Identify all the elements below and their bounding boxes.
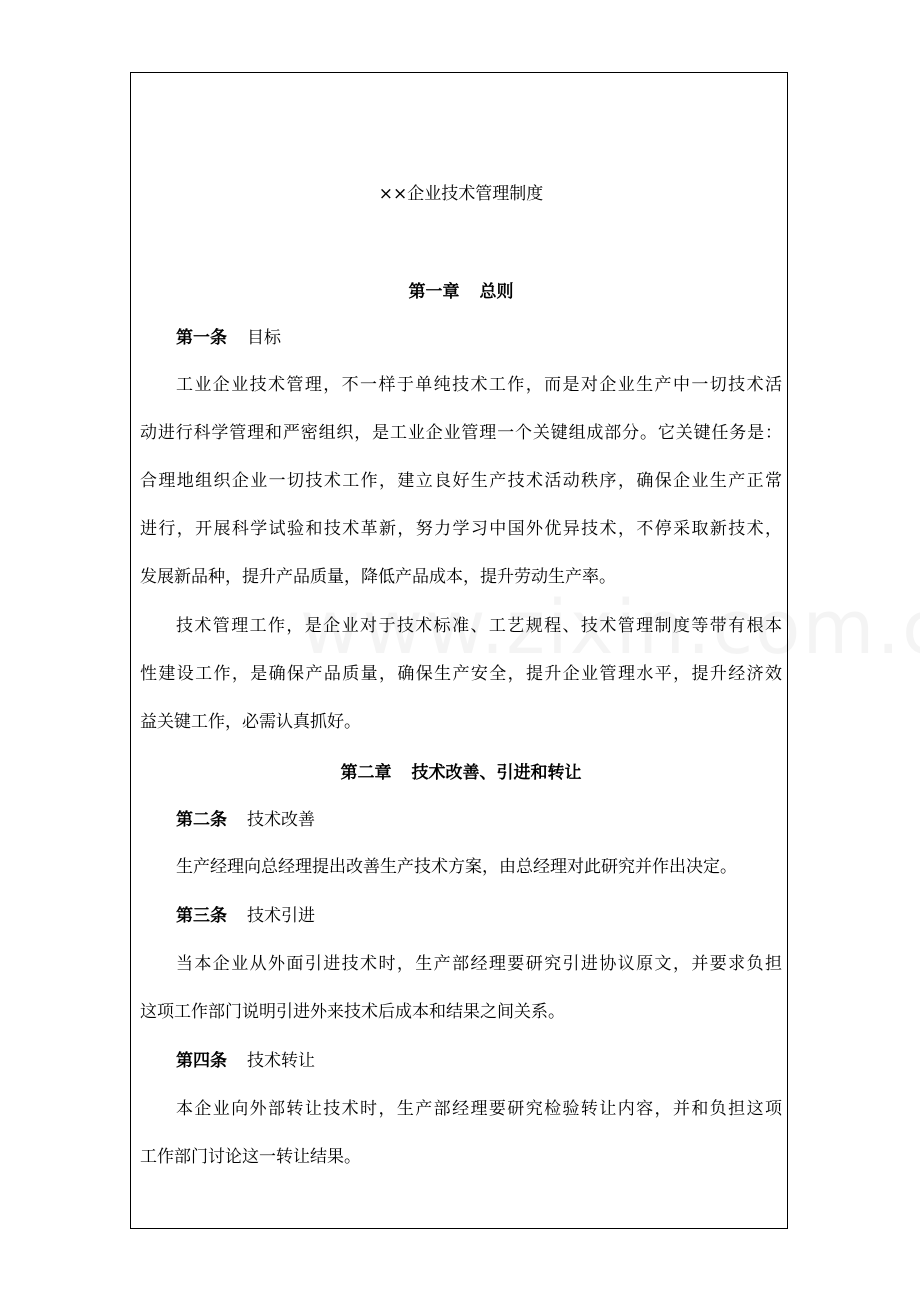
document-title: ××企业技术管理制度 xyxy=(378,184,544,204)
article-4-heading xyxy=(176,1049,782,1073)
article-4-line-1: 本企业向外部转让技术时，生产部经理要研究检验转让内容，并和负担这项 xyxy=(176,1099,782,1119)
article-1-title: 目标 xyxy=(247,328,281,348)
article-1-p2-line-1: 技术管理工作，是企业对于技术标准、工艺规程、技术管理制度等带有根本 xyxy=(176,616,782,636)
article-2-heading xyxy=(176,808,782,832)
article-1-heading xyxy=(176,326,782,350)
article-1-p2-line-2: 性建设工作，是确保产品质量，确保生产安全，提升企业管理水平，提升经济效 xyxy=(140,664,782,684)
chapter-1-heading xyxy=(140,280,782,304)
article-3-heading xyxy=(176,904,782,928)
article-3-number: 第三条 xyxy=(176,906,227,926)
article-4-title: 技术转让 xyxy=(247,1051,315,1071)
chapter-1-title: 总则 xyxy=(479,282,514,302)
article-1-number: 第一条 xyxy=(176,328,227,348)
article-3-line-2: 这项工作部门说明引进外来技术后成本和结果之间关系。 xyxy=(140,1002,565,1022)
article-3-title: 技术引进 xyxy=(247,906,315,926)
article-2-title: 技术改善 xyxy=(247,810,315,830)
article-1-p1-line-3: 合理地组织企业一切技术工作，建立良好生产技术活动秩序，确保企业生产正常 xyxy=(140,471,782,491)
chapter-2-title: 技术改善、引进和转让 xyxy=(411,763,582,783)
article-2-line-1: 生产经理向总经理提出改善生产技术方案，由总经理对此研究并作出决定。 xyxy=(176,857,737,877)
article-1-p1-line-5: 发展新品种，提升产品质量，降低产品成本，提升劳动生产率。 xyxy=(140,567,616,587)
chapter-2-heading xyxy=(140,761,782,785)
chapter-2-number: 第二章 xyxy=(340,763,392,783)
article-3-line-1: 当本企业从外面引进技术时，生产部经理要研究引进协议原文，并要求负担 xyxy=(176,954,782,974)
chapter-1-number: 第一章 xyxy=(408,282,460,302)
article-2-number: 第二条 xyxy=(176,810,227,830)
article-1-p1-line-2: 动进行科学管理和严密组织，是工业企业管理一个关键组成部分。它关键任务是： xyxy=(140,423,782,443)
article-1-p1-line-4: 进行，开展科学试验和技术革新，努力学习中国外优异技术，不停采取新技术， xyxy=(140,519,782,539)
article-4-line-2: 工作部门讨论这一转让结果。 xyxy=(140,1147,361,1167)
article-1-p2-line-3: 益关键工作，必需认真抓好。 xyxy=(140,712,361,732)
article-1-p1-line-1: 工业企业技术管理，不一样于单纯技术工作，而是对企业生产中一切技术活 xyxy=(176,375,782,395)
article-4-number: 第四条 xyxy=(176,1051,227,1071)
